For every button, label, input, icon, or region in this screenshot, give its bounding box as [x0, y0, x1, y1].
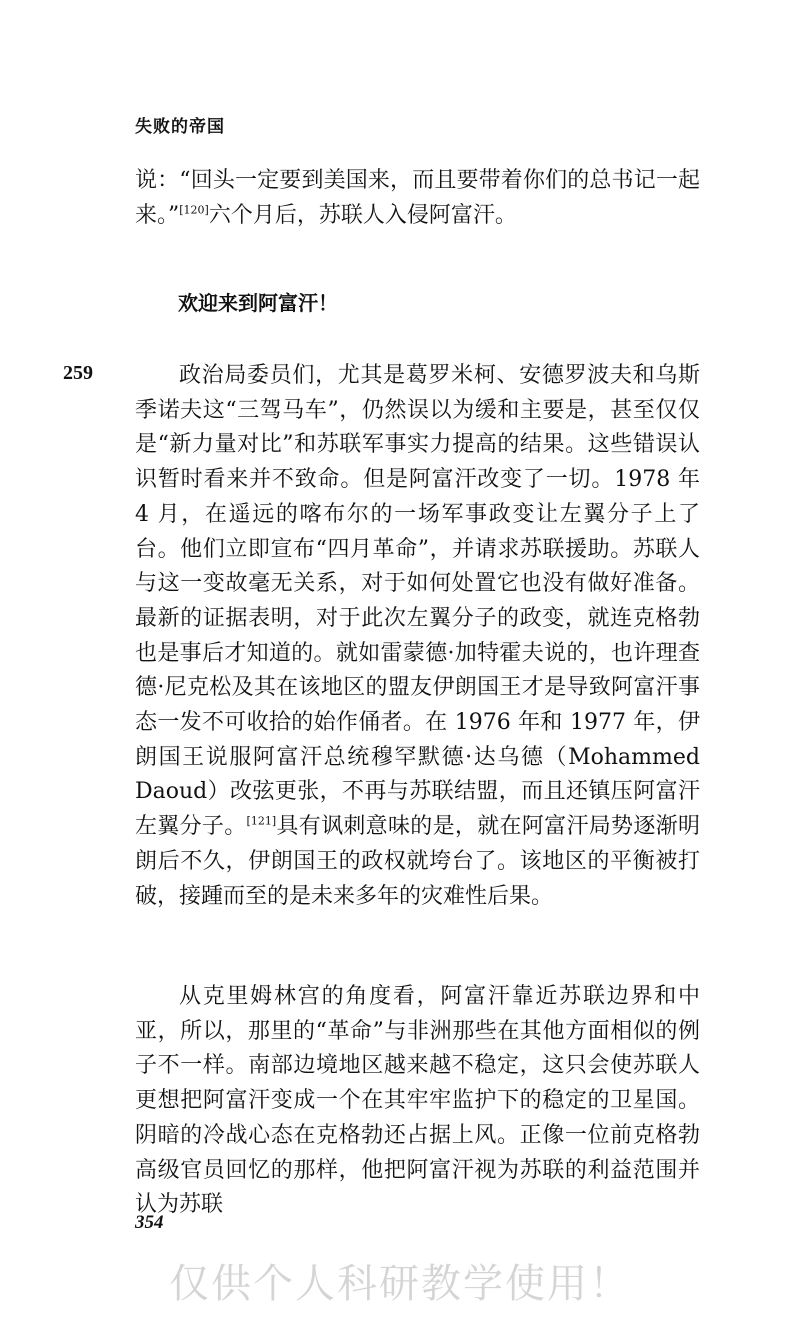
paragraph-2: 从克里姆林宫的角度看，阿富汗靠近苏联边界和中亚，所以，那里的“革命”与非洲那些在其他方面相似的例子不一样。南部边境地区越来越不稳定，这只会使苏联人更想把阿富汗变成一个在其牢牢监护下的稳定的卫星国。阴暗的冷战心态在克格勃还占据上风。正像一位前克格勃高级官员回忆的那样，他把阿富汗视为苏联的利益范围并认为苏联	[135, 984, 700, 1218]
continuation-paragraph	[135, 164, 700, 233]
section-title: 欢迎来到阿富汗！	[178, 291, 338, 315]
watermark: 仅供个人科研教学使用！	[169, 1261, 631, 1307]
continuation-text-b: 六个月后，苏联人入侵阿富汗。	[208, 202, 517, 228]
margin-page-number: 259	[63, 362, 93, 384]
paragraph-1-text-a: 政治局委员们，尤其是葛罗米柯、安德罗波夫和乌斯季诺夫这“三驾马车”，仍然误以为缓和主要是，甚至仅仅是“新力量对比”和苏联军事实力提高的结果。这些错误认识暂时看来并不致命。但是阿富汗改变了一切。1978 年 4 月，在遥远的喀布尔的一场军事政变让左翼分子上了台。他们立即宣布“四月革命”，并请求苏联援助。苏联人与这一变故毫无关系，对于如何处置它也没有做好准备。最新的证据表明，对于此次左翼分子的政变，就连克格勃也是事后才知道的。就如雷蒙德·加特霍夫说的，也许理查德·尼克松及其在该地区的盟友伊朗国王才是导致阿富汗事态一发不可收拾的始作俑者。在 1976 年和 1977 年，伊朗国王说服阿富汗总统穆罕默德·达乌德（Mohammed Daoud）改弦更张，不再与苏联结盟，而且还镇压阿富汗左翼分子。	[135, 363, 700, 840]
paragraph-1	[135, 359, 700, 914]
continuation-text-a: 说：“回头一定要到美国来，而且要带着你们的总书记一起来。”	[135, 168, 700, 228]
footnote-ref-120[interactable]: [120]	[179, 203, 209, 217]
page-number: 354	[135, 1212, 164, 1233]
footnote-ref-121[interactable]: [121]	[246, 814, 277, 828]
running-head: 失败的帝国	[135, 117, 225, 137]
paragraph-1-text-b: 具有讽刺意味的是，就在阿富汗局势逐渐明朗后不久，伊朗国王的政权就垮台了。该地区的平衡被打破，接踵而至的是未来多年的灾难性后果。	[135, 814, 700, 909]
